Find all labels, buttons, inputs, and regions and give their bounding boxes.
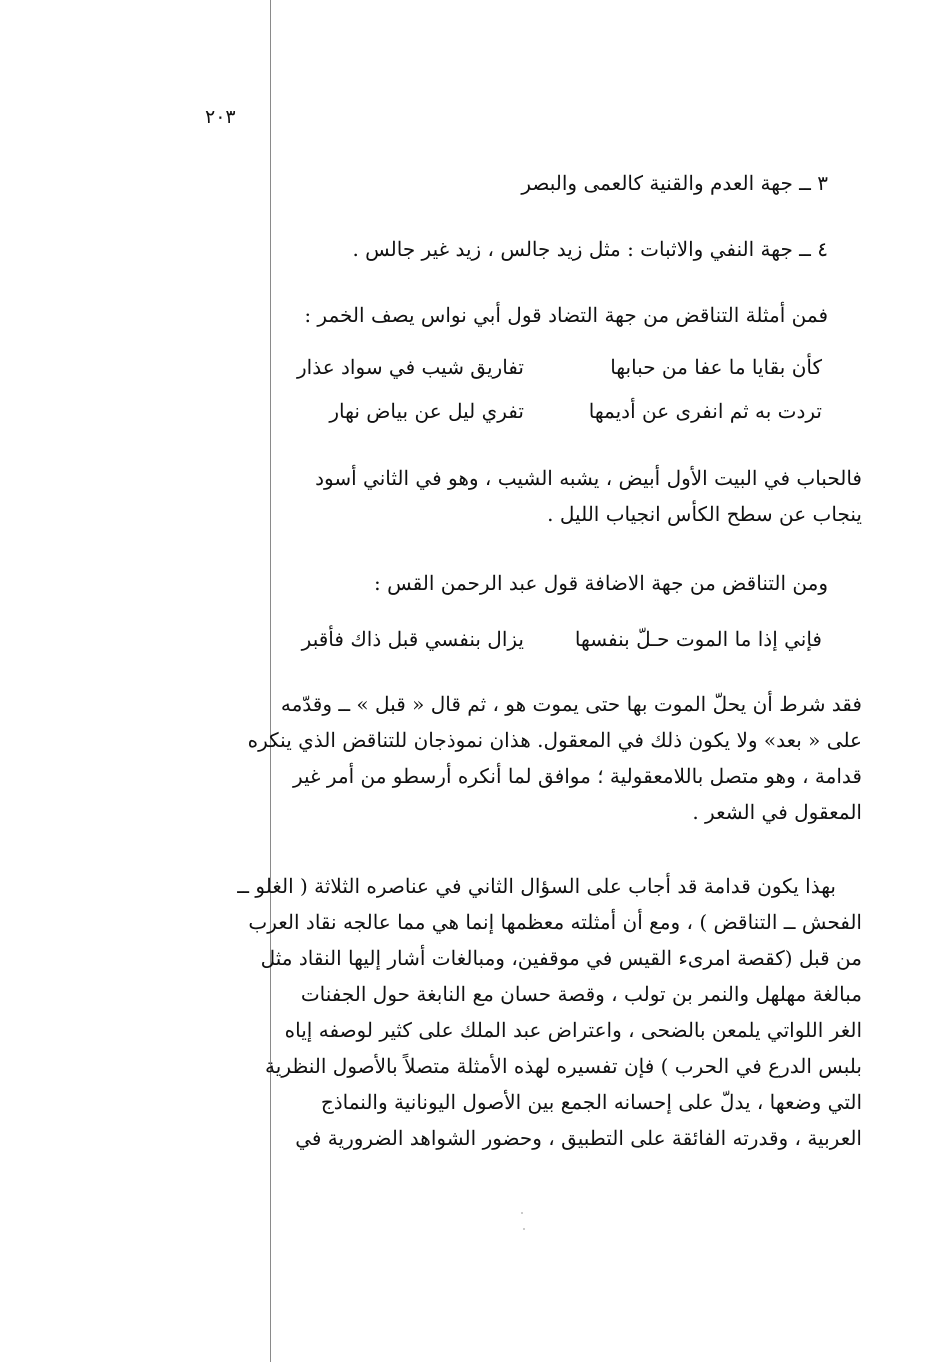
paragraph-line: التي وضعها ، يدلّ على إحسانه الجمع بين الأصول اليونانية والنماذج <box>320 1090 862 1114</box>
verse-2-first-hemistich: تردت به ثم انفرى عن أديمها <box>588 399 822 423</box>
page-fold-line <box>270 0 271 1362</box>
paragraph-line: بهذا يكون قدامة قد أجاب على السؤال الثاني في عناصره الثلاثة ( الغلو ــ <box>237 874 836 898</box>
verse-3-first-hemistich: فإني إذا ما الموت حـلّ بنفسها <box>574 627 822 651</box>
page-number: ٢٠٣ <box>205 106 236 128</box>
verse-3-second-hemistich: يزال بنفسي قبل ذاك فأقبر <box>301 627 524 651</box>
paragraph-line: فقد شرط أن يحلّ الموت بها حتى يموت هو ، ثم قال « قبل » ــ وقدّمه <box>280 692 862 716</box>
paragraph-line: فالحباب في البيت الأول أبيض ، يشبه الشيب ، وهو في الثاني أسود <box>315 466 862 490</box>
paragraph-line: من قبل (كقصة امرىء القيس في موقفين، ومبالغات أشار إليها النقاد مثل <box>260 946 862 970</box>
paragraph-line: الغر اللواتي يلمعن بالضحى ، واعتراض عبد الملك على كثير لوصفه إياه <box>284 1018 862 1042</box>
list-item-3: ٣ ــ جهة العدم والقنية كالعمى والبصر <box>521 171 828 195</box>
conclusion-paragraph <box>182 868 862 1156</box>
scan-speck <box>523 1228 525 1230</box>
paragraph-line: مبالغة مهلهل والنمر بن تولب ، وقصة حسان مع النابغة حول الجفنات <box>300 982 862 1006</box>
verse-2-second-hemistich: تفري ليل عن بياض نهار <box>329 399 524 423</box>
list-item-4: ٤ ــ جهة النفي والاثبات : مثل زيد جالس ، زيد غير جالس . <box>352 237 828 261</box>
intro-contrary: فمن أمثلة التناقض من جهة التضاد قول أبي نواس يصف الخمر : <box>304 303 828 327</box>
paragraph-line: بلبس الدرع في الحرب ) فإن تفسيره لهذه الأمثلة متصلاً بالأصول النظرية <box>265 1054 862 1078</box>
explanation-paragraph-2 <box>182 686 862 830</box>
verse-1-second-hemistich: تفاريق شيب في سواد عذار <box>297 355 524 379</box>
scan-speck <box>521 1212 523 1214</box>
verse-1-first-hemistich: كأن بقايا ما عفا من حبابها <box>610 355 822 379</box>
paragraph-line: الفحش ــ التناقض ) ، ومع أن أمثلته معظمها إنما هي مما عالجه نقاد العرب <box>248 910 862 934</box>
paragraph-line: على « بعد» ولا يكون ذلك في المعقول. هذان نموذجان للتناقض الذي ينكره <box>247 728 862 752</box>
paragraph-line: ينجاب عن سطح الكأس انجياب الليل . <box>547 502 862 526</box>
paragraph-line: العربية ، وقدرته الفائقة على التطبيق ، وحضور الشواهد الضرورية في <box>295 1126 862 1150</box>
explanation-paragraph-1 <box>182 460 862 532</box>
paragraph-line: المعقول في الشعر . <box>692 800 862 824</box>
intro-relation: ومن التناقض من جهة الاضافة قول عبد الرحمن القس : <box>374 571 828 595</box>
paragraph-line: قدامة ، وهو متصل باللامعقولية ؛ موافق لما أنكره أرسطو من أمر غير <box>292 764 862 788</box>
